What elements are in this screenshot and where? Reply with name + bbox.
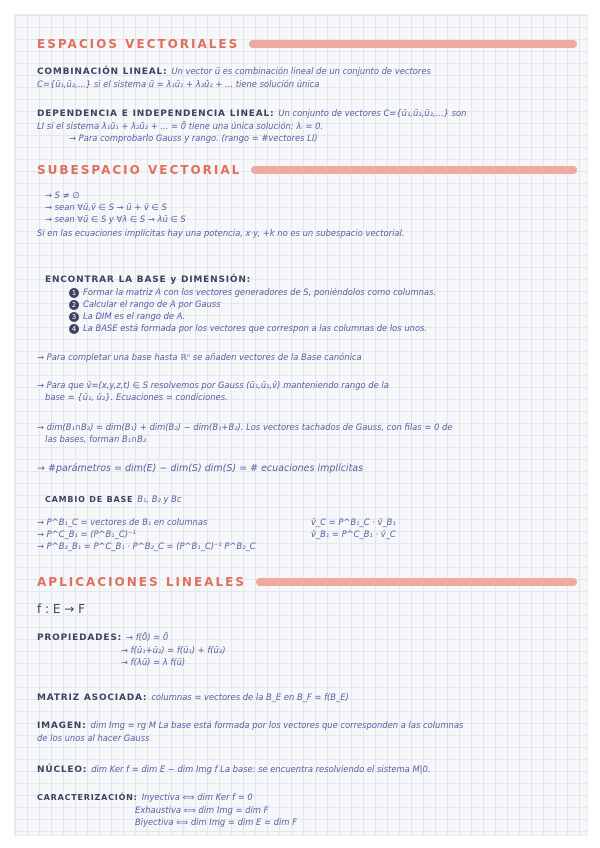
text-line: → f(ū₁+ū₂) = f(ū₁) + f(ū₂) [121, 645, 226, 655]
subespacio-conditions [37, 189, 575, 239]
section-title-text: APLICACIONES LINEALES [37, 575, 246, 589]
parametros-block [37, 463, 575, 475]
base-dimension-block [37, 273, 575, 334]
text-line: las bases, forman B₁∩B₂ [45, 434, 147, 444]
text-line: → Para que v̄=(x,y,z,t) ∈ S resolvemos por Gauss (ū₁,ū₂,v̄) manteniendo rango de la [37, 380, 389, 390]
condition-line: → sean ∀ū,v̄ ∈ S → ū + v̄ ∈ S [45, 202, 167, 212]
heading: CARACTERIZACIÓN: [37, 793, 138, 802]
condition-line: → S ≠ ∅ [45, 190, 80, 200]
step-number-badge: 4 [69, 324, 79, 334]
formula-line: v̄_C = P^B₁_C · v̄_B₁ [311, 517, 396, 527]
highlight-bar [251, 166, 577, 174]
matriz-block [37, 691, 575, 704]
text-line: columnas = vectores de la B_E en B_F = f(B_E) [151, 692, 349, 702]
combinacion-lineal-block [37, 65, 575, 90]
highlight-bar [249, 40, 577, 48]
text-line: Inyectiva ⟺ dim Ker f = 0 [141, 792, 253, 802]
heading: NÚCLEO: [37, 765, 88, 775]
notes-page [14, 14, 588, 836]
step-number-badge: 1 [69, 288, 79, 298]
text-line: → Para comprobarlo Gauss y rango. (rango = #vectores LI) [69, 133, 318, 143]
section-title-espacios [37, 35, 577, 53]
map-definition [37, 603, 575, 615]
text-line: LI si el sistema λ₁ū₁ + λ₂ū₂ + ... = 0̄ tiene una única solución: λᵢ = 0. [37, 121, 324, 131]
text-line: → Para completar una base hasta ℝⁿ se añaden vectores de la Base canónica [37, 352, 362, 362]
caracterizacion-block [37, 791, 575, 828]
heading: COMBINACIÓN LINEAL: [37, 67, 168, 77]
text-line: Exhaustiva ⟺ dim Img = dim F [135, 805, 269, 815]
step-number-badge: 2 [69, 300, 79, 310]
text-line: f : E → F [37, 603, 86, 615]
formula-line: → P^B₁_C = vectores de B₁ en columnas [37, 517, 208, 527]
interseccion-block [37, 421, 575, 445]
heading: PROPIEDADES: [37, 633, 123, 643]
step-text: Formar la matriz A con los vectores generadores de S, poniéndolos como columnas. [83, 287, 437, 297]
text-line: C={ū₁,ū₂,...} si el sistema ū = λ₁ū₁ + λ₂ū₂ + ... tiene solución única [37, 79, 320, 89]
formula-line: v̄_B₁ = P^C_B₁ · v̄_C [311, 529, 396, 539]
text-line: Si en las ecuaciones implícitas hay una potencia, x·y, +k no es un subespacio vectorial. [37, 228, 405, 238]
heading: MATRIZ ASOCIADA: [37, 693, 148, 703]
heading: IMAGEN: [37, 721, 87, 731]
section-title-subespacio [37, 161, 577, 179]
propiedades-block [37, 631, 575, 668]
text-line: → dim(B₁∩B₂) = dim(B₁) + dim(B₂) − dim(B₁+B₂). Los vectores tachados de Gauss, con filas = 0 de [37, 422, 453, 432]
section-title-aplicaciones [37, 573, 577, 591]
text-line: Un vector ū es combinación lineal de un conjunto de vectores [171, 66, 431, 76]
step-number-badge: 3 [69, 312, 79, 322]
section-title-text: ESPACIOS VECTORIALES [37, 37, 240, 51]
step-text: La BASE está formada por los vectores que correspon a las columnas de los unos. [83, 323, 428, 333]
imagen-block [37, 719, 575, 744]
text-line: B₁, B₂ y Bc [137, 494, 182, 504]
section-title-text: SUBESPACIO VECTORIAL [37, 163, 242, 177]
dependencia-block [37, 107, 575, 144]
condition-line: → sean ∀ū ∈ S y ∀λ ∈ S → λū ∈ S [45, 214, 186, 224]
pertenencia-block [37, 379, 575, 403]
step-text: La DIM es el rango de A. [83, 311, 186, 321]
cambio-base-block [37, 493, 575, 552]
heading: ENCONTRAR LA BASE y DIMENSIÓN: [45, 275, 252, 285]
text-line: dim Ker f = dim E − dim Img f La base: se encuentra resolviendo el sistema M|0. [91, 764, 431, 774]
formula-line: → P^C_B₁ = (P^B₁_C)⁻¹ [37, 529, 136, 539]
text-line: → f(λū) = λ f(ū) [121, 657, 186, 667]
step-text: Calcular el rango de A por Gauss [83, 299, 221, 309]
text-line: de los unos al hacer Gauss [37, 733, 150, 743]
formula-line: → P^B₂_B₁ = P^C_B₁ · P^B₂_C = (P^B₁_C)⁻¹ P^B₂_C [37, 541, 256, 551]
heading: CAMBIO DE BASE [45, 495, 134, 504]
highlight-bar [256, 578, 577, 586]
text-line: → f(0̄) = 0̄ [126, 632, 169, 642]
nucleo-block [37, 763, 575, 776]
text-line: Biyectiva ⟺ dim Img = dim E = dim F [135, 817, 297, 827]
heading: DEPENDENCIA E INDEPENDENCIA LINEAL: [37, 109, 275, 119]
text-line: Un conjunto de vectores C={ū₁,ū₂,ū₃,...} son [278, 108, 467, 118]
completar-base [37, 351, 575, 363]
text-line: base = {ū₁, ū₂}. Ecuaciones = condiciones. [45, 392, 228, 402]
text-line: dim Img = rg M La base está formada por los vectores que corresponden a las columnas [90, 720, 464, 730]
text-line: → #parámetros = dim(E) − dim(S) dim(S) = # ecuaciones implícitas [37, 463, 364, 474]
